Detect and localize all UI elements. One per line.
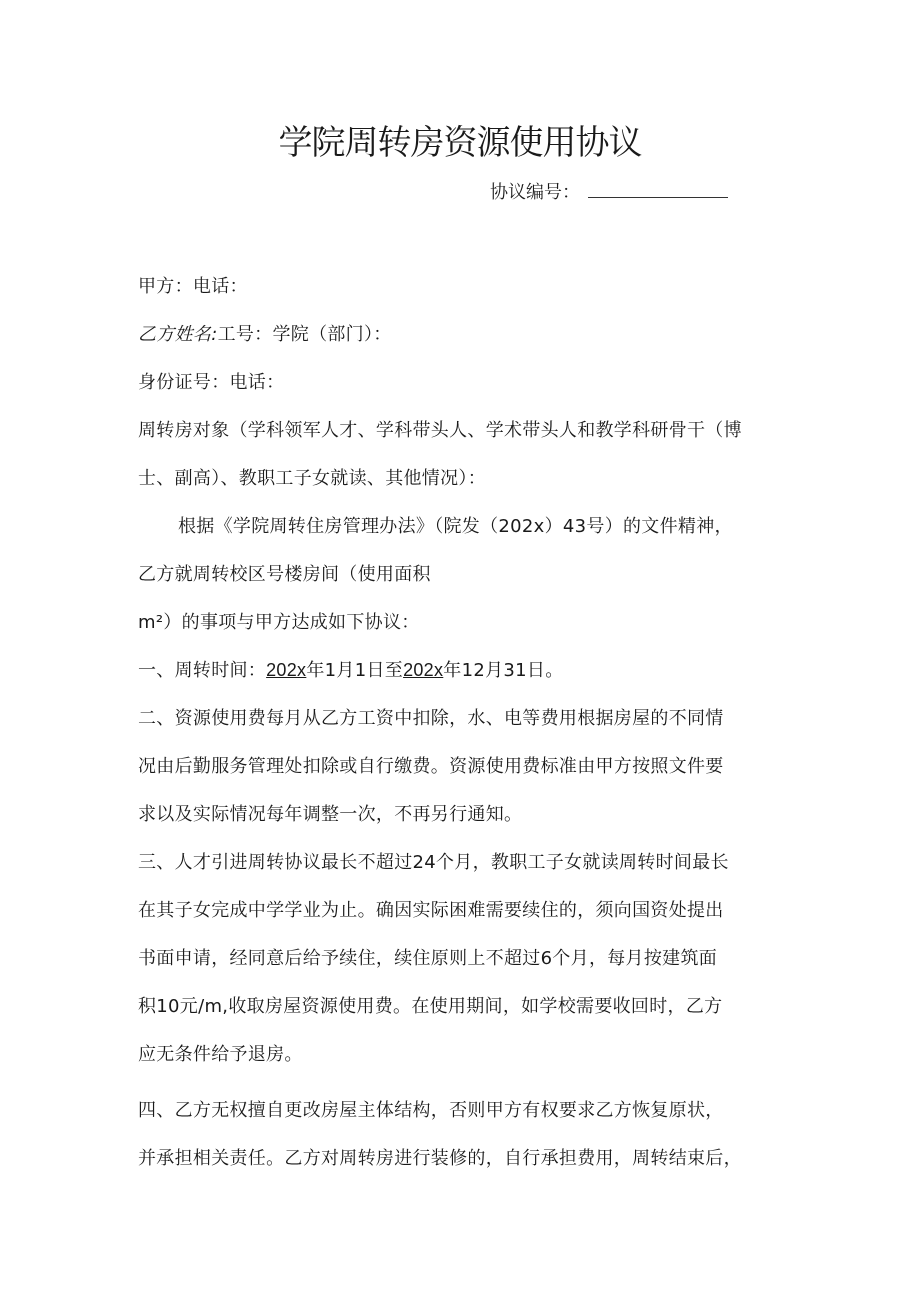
term-suffix: 年12月31日。 (443, 660, 564, 681)
term-end-year: 202x (403, 660, 444, 680)
agreement-number (490, 178, 728, 204)
clause-2-line-1: 二、资源使用费每月从乙方工资中扣除，水、电等费用根据房屋的不同情 (138, 708, 724, 729)
clause-4-line-2: 并承担相关责任。乙方对周转房进行装修的，自行承担费用，周转结束后， (138, 1148, 742, 1169)
clause-2-line-3: 求以及实际情况每年调整一次，不再另行通知。 (138, 804, 523, 825)
basis-line-3: m²）的事项与甲方达成如下协议： (138, 612, 420, 633)
agreement-number-blank (588, 187, 728, 198)
clause-3-line-3: 书面申请，经同意后给予续住，续住原则上不超过6个月，每月按建筑面 (138, 948, 718, 969)
basis-line-1: 根据《学院周转住房管理办法》（院发（202x）43号）的文件精神， (178, 516, 733, 537)
page-title: 学院周转房资源使用协议 (278, 123, 642, 163)
clause-3-line-2: 在其子女完成中学学业为止。确因实际困难需要续住的，须向国资处提出 (138, 900, 724, 921)
agreement-number-label: 协议编号： (490, 182, 580, 203)
term-line (138, 656, 564, 682)
object-line-2: 士、副高）、教职工子女就读、其他情况）： (138, 468, 486, 489)
clause-3-line-5: 应无条件给予退房。 (138, 1044, 303, 1065)
term-prefix: 一、周转时间： (138, 660, 267, 681)
party-b-line (138, 320, 392, 346)
term-start-year: 202x (266, 660, 307, 680)
id-line: 身份证号：电话： (138, 372, 285, 393)
term-middle: 年1月1日至 (306, 660, 404, 681)
basis-line-2: 乙方就周转校区号楼房间（使用面积 (138, 564, 431, 585)
clause-3-line-4: 积10元/m,收取房屋资源使用费。在使用期间，如学校需要收回时，乙方 (138, 996, 723, 1017)
object-line-1: 周转房对象（学科领军人才、学科带头人、学术带头人和教学科研骨干（博 (138, 420, 742, 441)
party-b-name-label: 乙方姓名: (138, 324, 218, 345)
clause-4-line-1: 四、乙方无权擅自更改房屋主体结构，否则甲方有权要求乙方恢复原状， (138, 1100, 724, 1121)
clause-2-line-2: 况由后勤服务管理处扣除或自行缴费。资源使用费标准由甲方按照文件要 (138, 756, 724, 777)
party-b-details: 工号：学院（部门）： (217, 324, 392, 345)
clause-3-line-1: 三、人才引进周转协议最长不超过24个月，教职工子女就读周转时间最长 (138, 852, 729, 873)
party-a-line: 甲方：电话： (138, 276, 248, 297)
